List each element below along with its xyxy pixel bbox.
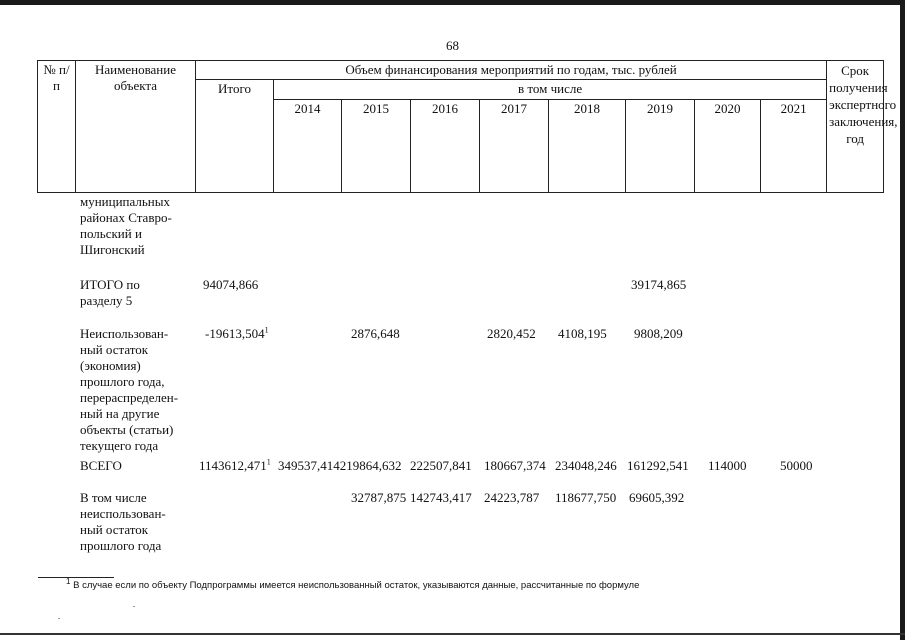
header-year: 2016 [411,100,480,193]
page-border-bottom [0,633,905,635]
including-unused-label: В том числе [80,490,147,505]
unused-label-line: объекты (статьи) [80,422,174,437]
header-year: 2015 [342,100,411,193]
unused-total [205,326,269,342]
footnote-separator [38,577,114,578]
scan-speck [133,606,135,607]
section-total-sum: 94074,866 [203,277,259,292]
unused-total-value: -19613,504 [205,326,265,341]
grand-total-2016: 222507,841 [410,458,472,473]
header-number: № п/п [38,61,76,193]
unused-2015: 2876,648 [351,326,400,341]
grand-total-label: ВСЕГО [80,458,122,473]
scan-speck [58,618,60,619]
footnote [66,576,640,591]
table-header [37,60,898,193]
row-continuation-line: муниципальных [80,194,171,209]
including-unused-label: неиспользован- [80,506,166,521]
footnote-marker: 1 [66,576,71,586]
page-number: 68 [446,38,459,53]
grand-total-2021: 50000 [780,458,813,473]
header-year: 2017 [480,100,549,193]
header-total: Итого [196,80,274,193]
header-year: 2018 [549,100,626,193]
header-year: 2020 [695,100,761,193]
unused-2017: 2820,452 [487,326,536,341]
grand-total-2020: 114000 [708,458,747,473]
header-year: 2021 [761,100,827,193]
grand-total-2019: 161292,541 [627,458,689,473]
unused-label-line: текущего года [80,438,159,453]
including-unused-label: ный остаток [80,522,149,537]
including-unused-2016: 142743,417 [410,490,472,505]
including-unused-2017: 24223,787 [484,490,540,505]
header-year: 2019 [626,100,695,193]
grand-total-2017: 180667,374 [484,458,546,473]
unused-label-line: прошлого года, [80,374,165,389]
footnote-text: В случае если по объекту Подпрограммы имеется неиспользованный остаток, указываются данные, рассчитанные по формуле [73,580,640,591]
section-total-2019: 39174,865 [631,277,687,292]
unused-label-line: ный остаток [80,342,149,357]
section-total-label: разделу 5 [80,293,133,308]
header-year: 2014 [274,100,342,193]
grand-total-sum [199,458,271,474]
header-deadline: Срок получения экспертного заключения, год [827,61,884,193]
row-continuation-line: районах Ставро- [80,210,172,225]
section-total-label: ИТОГО по [80,277,140,292]
including-unused-label: прошлого года [80,538,162,553]
unused-label-line: ный на другие [80,406,160,421]
unused-label-line: перераспределен- [80,390,179,405]
header-funding: Объем финансирования мероприятий по годам, тыс. рублей [196,61,827,80]
footnote-ref: 1 [264,325,269,335]
header-name: Наименование объекта [76,61,196,193]
grand-total-2018: 234048,246 [555,458,617,473]
header-including: в том числе [274,80,827,100]
unused-label-line: Неиспользован- [80,326,169,341]
grand-total-value: 1143612,471 [199,458,267,473]
including-unused-2019: 69605,392 [629,490,685,505]
row-continuation-line: польский и [80,226,142,241]
including-unused-2018: 118677,750 [555,490,617,505]
page-border-top [0,0,905,5]
footnote-ref: 1 [266,457,271,467]
row-continuation-line: Шигонский [80,242,145,257]
grand-total-2014-2015: 349537,414219864,632 [278,458,402,473]
unused-2018: 4108,195 [558,326,607,341]
unused-label-line: (экономия) [80,358,141,373]
page-border-right [900,0,905,640]
including-unused-2015: 32787,875 [351,490,407,505]
unused-2019: 9808,209 [634,326,683,341]
